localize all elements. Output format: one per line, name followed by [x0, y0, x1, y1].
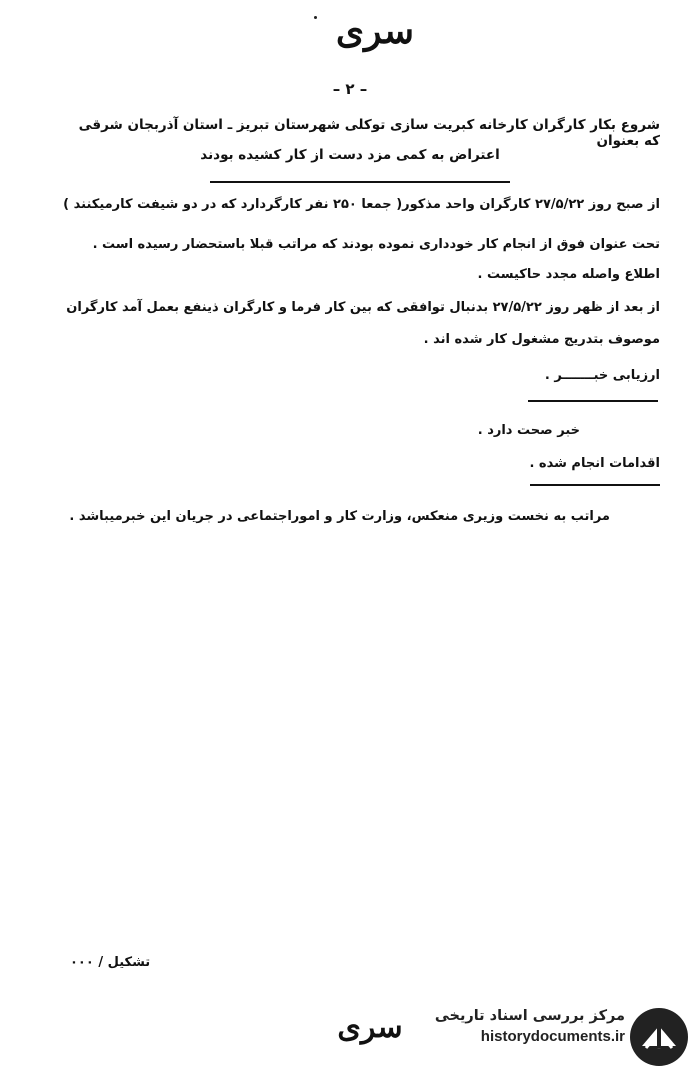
- watermark: [425, 1008, 625, 1045]
- classification-top-text: سری: [335, 10, 415, 52]
- actions-label: اقدامات انجام شده .: [529, 456, 660, 471]
- body-line-3: اطلاع واصله مجدد حاکیست .: [477, 267, 660, 282]
- page-number: – ۲ –: [332, 80, 368, 98]
- subject-divider: [210, 181, 510, 183]
- actions-underline: [530, 484, 660, 486]
- evaluation-text: خبر صحت دارد .: [477, 423, 580, 438]
- distribution-note: مراتب به نخست وزیری منعکس، وزارت کار و اموراجتماعی در جریان این خبرمیباشد .: [69, 509, 610, 524]
- evaluation-label: ارزیابی خبـــــــر .: [544, 368, 660, 383]
- org-code: تشکیل / ۰۰۰: [70, 955, 151, 970]
- body-line-2: تحت عنوان فوق از انجام کار خودداری نموده بودند که مراتب قبلا باستحضار رسیده است .: [92, 237, 660, 252]
- body-line-1: از صبح روز ۲۷/۵/۲۲ کارگران واحد مذکور( جمعا ۲۵۰ نفر کارگردارد که در دو شیفت کارمیکنند ): [63, 197, 660, 212]
- watermark-name: مرکز بررسی اسناد تاریخی: [434, 1008, 625, 1024]
- classification-stamp-top: [300, 10, 450, 52]
- subject-line-2: اعتراض به کمی مزد دست از کار کشیده بودند: [200, 147, 500, 163]
- book-logo-icon: [628, 1006, 690, 1068]
- body-line-5: موصوف بتدریج مشغول کار شده اند .: [423, 332, 660, 347]
- evaluation-underline: [528, 400, 658, 402]
- subject-line-1: شروع بکار کارگران کارخانه کبریت سازی توکلی شهرستان تبریز ـ استان آذربجان شرقی که بعنوان: [78, 117, 660, 149]
- body-line-4: از بعد از ظهر روز ۲۷/۵/۲۲ بدنبال توافقی که بین کار فرما و کارگران ذینفع بعمل آمد کارگران: [66, 300, 660, 315]
- watermark-url: historydocuments.ir: [480, 1028, 625, 1045]
- classification-stamp-bottom: سری: [337, 1010, 403, 1045]
- ink-dot: [314, 16, 317, 19]
